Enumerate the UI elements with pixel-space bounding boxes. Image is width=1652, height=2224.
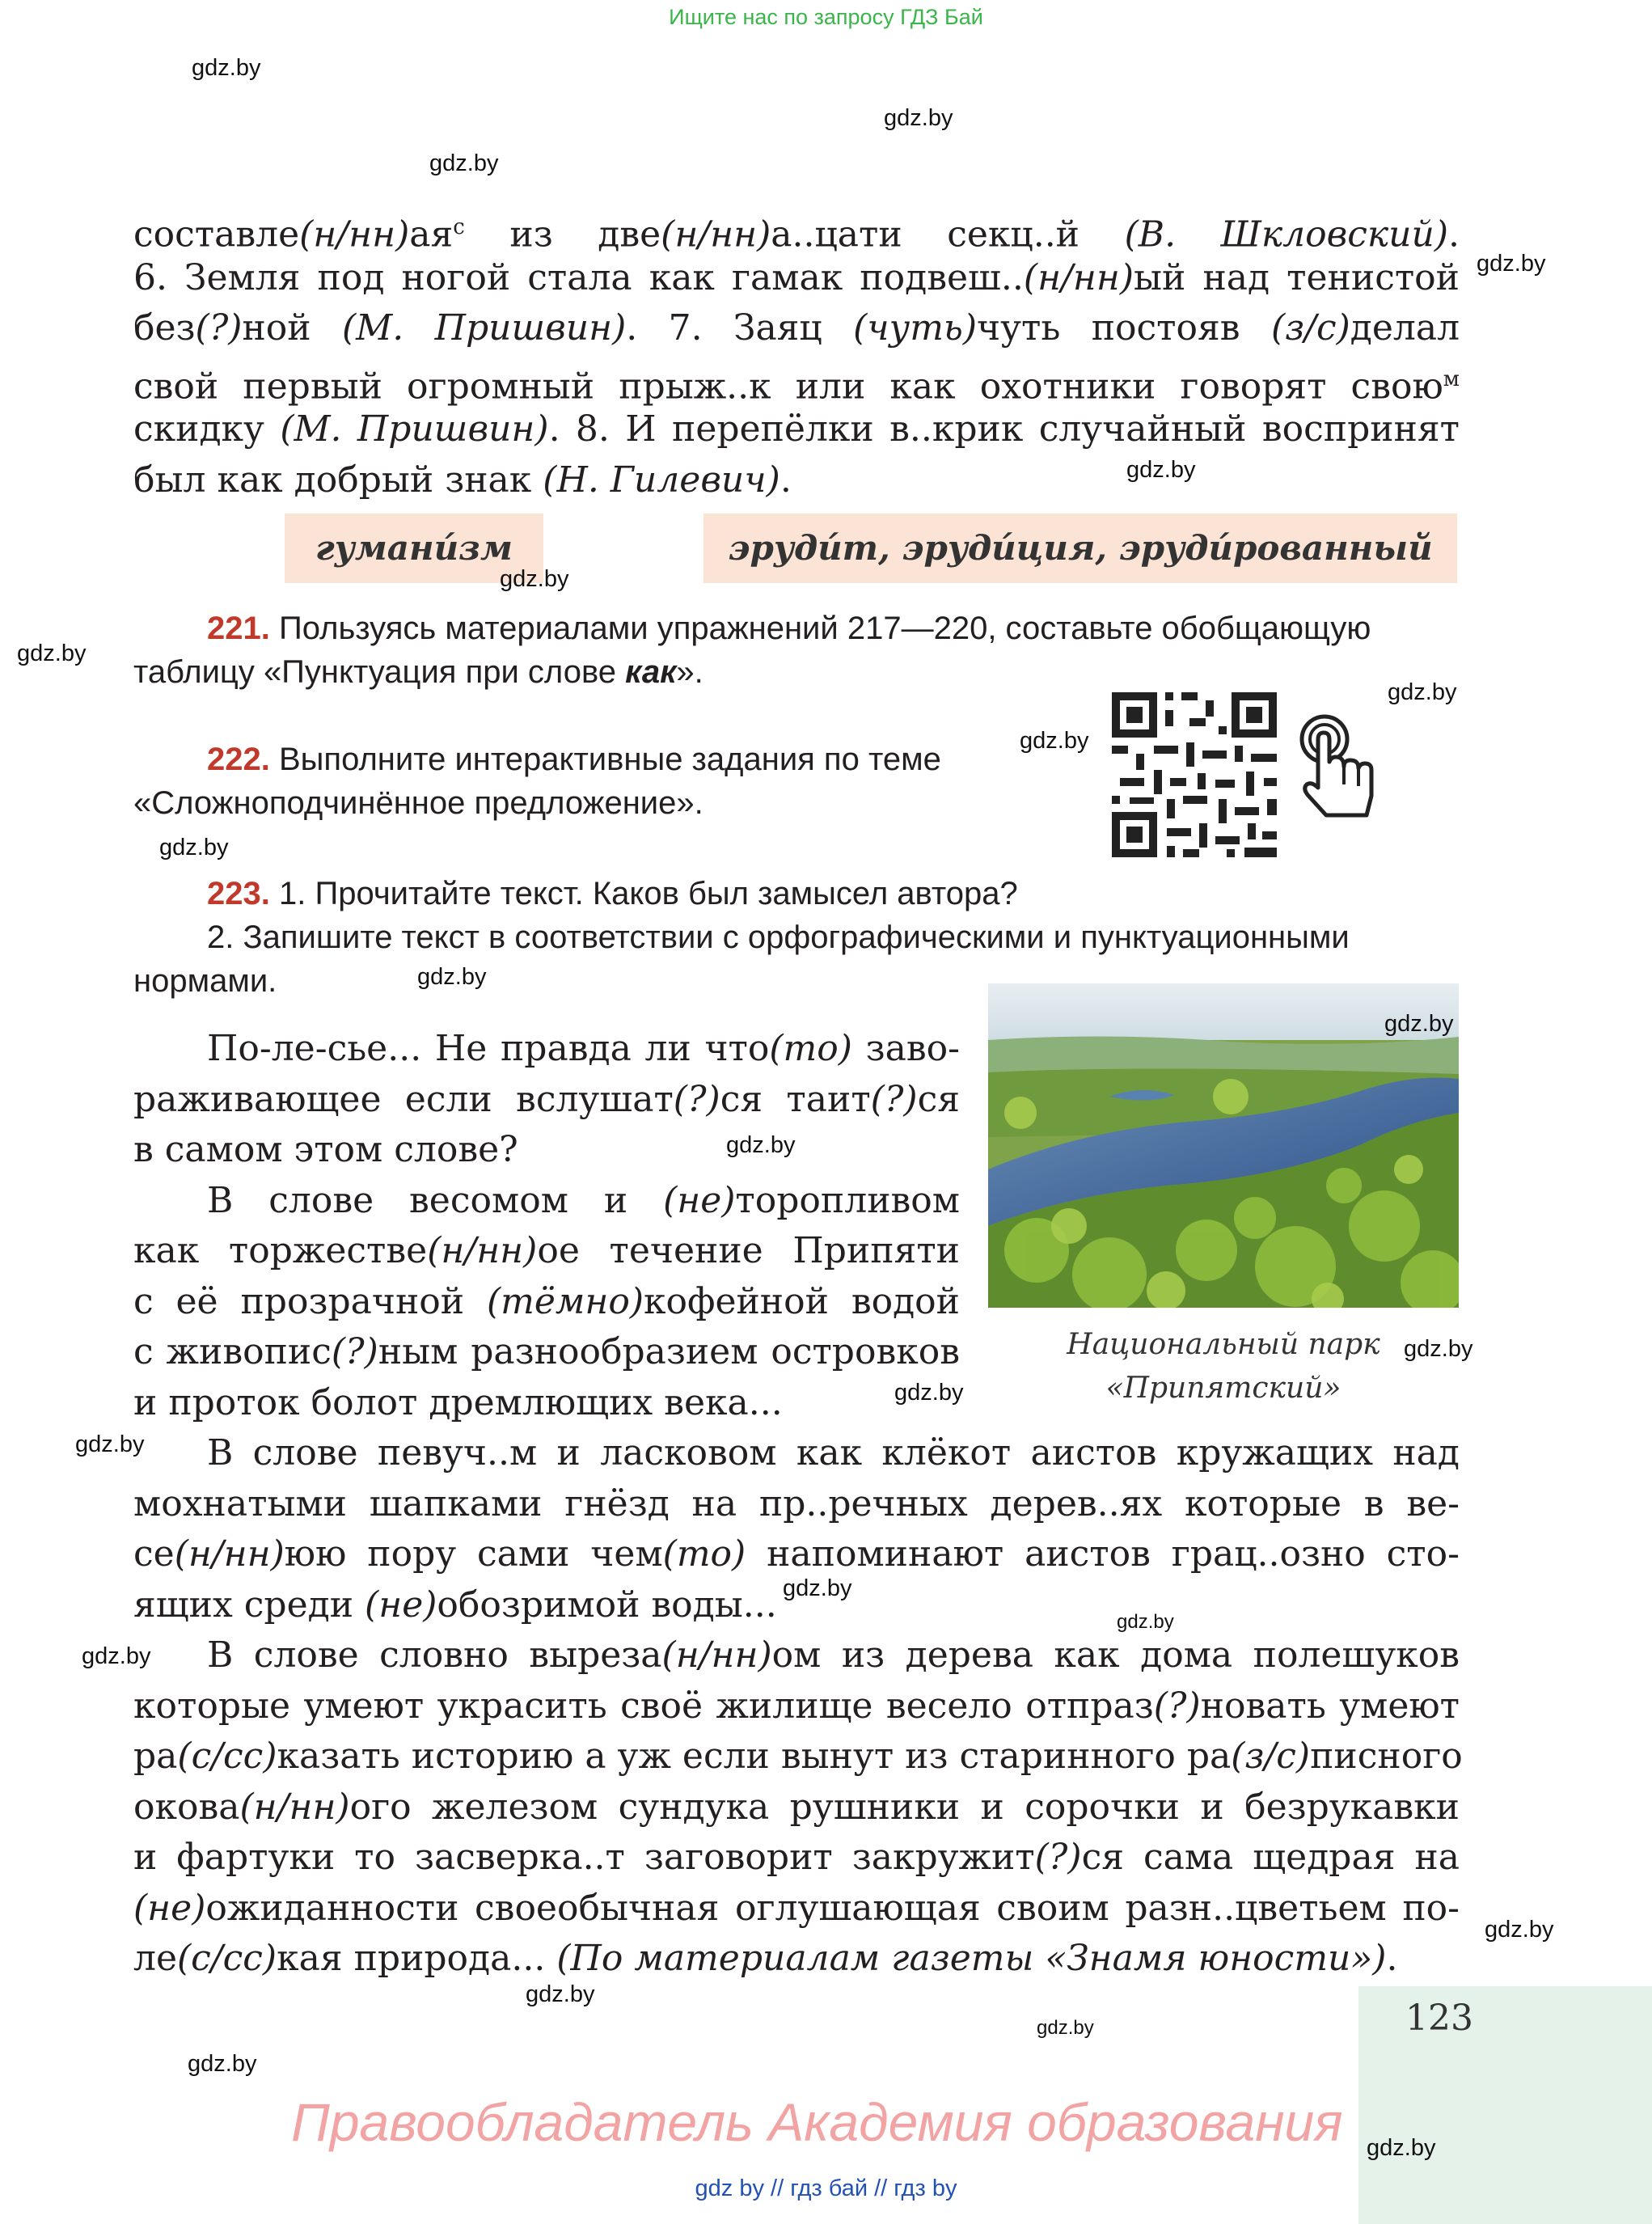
wide-line [133, 1529, 1460, 1580]
text-segment: чуть постояв [977, 307, 1271, 349]
narrow-line [207, 1024, 960, 1075]
intro-line [133, 303, 1460, 354]
narrow-line [133, 1075, 960, 1126]
text-segment: . 7. Заяц [626, 307, 854, 349]
text-segment: кая природа... [277, 1938, 557, 1979]
exercise-223-line1 [207, 872, 1018, 915]
exercise-223-number: 223. [207, 876, 270, 911]
text-segment: ого железом сундука рушники и сорочки и безрукавки [349, 1786, 1460, 1828]
watermark: gdz.by [726, 1132, 796, 1158]
exercise-221-number: 221. [207, 611, 270, 646]
text-segment: (н/нн) [661, 1634, 772, 1676]
text-segment: ом из дерева как дома полешуков [771, 1634, 1460, 1676]
watermark: gdz.by [82, 1643, 151, 1669]
text-segment: (В. Шкловский) [1124, 214, 1448, 256]
text-segment: мохнатыми шапками гнёзд на пр..речных дерев..ях которые в ве- [133, 1482, 1460, 1524]
vocab-word-humanism: гумани́зм [285, 514, 543, 583]
text-segment: казать историю а уж если вынут из старинного ра [277, 1736, 1232, 1777]
text-segment: без [133, 307, 196, 349]
text-segment: и фартуки то засверка..т заговорит закружит [133, 1837, 1035, 1878]
text-segment: напоминают аистов грац..озно сто- [746, 1533, 1460, 1575]
text-segment: раживающее если вслушат [133, 1078, 674, 1120]
narrow-line [133, 1378, 960, 1429]
text-segment: скидку [133, 408, 281, 450]
text-segment: из две [464, 214, 661, 256]
exercise-221-line1 [207, 607, 1371, 650]
exercise-223-task1: 1. Прочитайте текст. Каков был замысел автора? [278, 876, 1018, 911]
text-segment: обозримой воды... [437, 1583, 777, 1626]
text-segment: . 8. И перепёлки в..крик случайный воспринят [548, 408, 1460, 450]
watermark: gdz.by [188, 2051, 257, 2077]
text-segment: (?) [195, 307, 243, 349]
vocab-word-erudite: эруди́т, эруди́ция, эруди́рованный [703, 514, 1457, 583]
watermark: gdz.by [1485, 1917, 1554, 1943]
exercise-223-task2-line2: нормами. [133, 963, 277, 999]
text-segment: (н/нн) [1023, 256, 1134, 298]
text-segment: торопливом [735, 1179, 960, 1221]
watermark: gdz.by [17, 641, 87, 666]
text-segment: (н/нн) [661, 214, 771, 256]
text-segment: юю пору сами чем [284, 1533, 663, 1575]
exercise-221-text2: таблицу «Пунктуация при слове [133, 654, 626, 690]
text-segment: (н/нн) [427, 1230, 538, 1271]
text-segment: новать умеют [1200, 1685, 1460, 1727]
watermark: gdz.by [1117, 1611, 1174, 1633]
intro-line [133, 253, 1460, 304]
watermark: gdz.by [1037, 2017, 1094, 2039]
text-segment: ле [133, 1938, 177, 1979]
text-segment: (з/с) [1231, 1736, 1311, 1777]
intro-line [133, 455, 1460, 506]
footer-links[interactable]: gdz by // гдз бай // гдз by [695, 2175, 957, 2201]
wide-line [133, 1782, 1460, 1833]
text-segment: как торжестве [133, 1230, 428, 1271]
watermark: gdz.by [1388, 679, 1457, 705]
wide-line [133, 1479, 1460, 1530]
exercise-222-number: 222. [207, 742, 270, 777]
narrow-line [133, 1327, 960, 1378]
text-segment: с [453, 215, 465, 239]
exercise-221-text3: ». [676, 654, 703, 690]
text-segment: В слове словно выреза [207, 1634, 662, 1676]
text-segment: (чуть) [853, 307, 978, 349]
watermark: gdz.by [192, 55, 261, 81]
watermark: gdz.by [1367, 2135, 1436, 2161]
exercise-222-line2: «Сложноподчинённое предложение». [133, 785, 703, 821]
text-segment: (не) [663, 1179, 736, 1221]
watermark: gdz.by [417, 964, 487, 990]
text-segment: м [1443, 366, 1460, 391]
text-segment: . [1448, 214, 1460, 256]
text-segment: ая [409, 214, 454, 256]
text-segment: (тёмно) [486, 1280, 644, 1322]
wide-line [207, 1630, 1460, 1681]
exercise-221-line2 [133, 650, 703, 694]
text-segment: составле [133, 214, 300, 256]
text-segment: писного [1310, 1736, 1463, 1777]
watermark: gdz.by [429, 150, 499, 176]
text-segment: В слове певуч..м и ласковом как клёкот аистов кружащих над [207, 1432, 1460, 1474]
text-segment: окова [133, 1786, 240, 1828]
text-segment: делал [1350, 307, 1460, 349]
text-segment: ра [133, 1736, 178, 1777]
text-segment: и проток болот дремлющих века... [133, 1381, 783, 1423]
exercise-222-text: Выполните интерактивные задания по теме [278, 742, 941, 777]
text-segment: (?) [1034, 1837, 1082, 1878]
text-segment: ся сама щедрая на [1081, 1837, 1460, 1878]
text-segment: ся [917, 1078, 960, 1120]
wide-line [133, 1681, 1460, 1732]
text-segment: (?) [870, 1078, 918, 1120]
narrow-line [133, 1125, 960, 1176]
text-segment: (то) [662, 1533, 746, 1575]
watermark: gdz.by [1020, 728, 1089, 754]
photo-caption-line2: «Припятский» [1105, 1372, 1341, 1405]
text-segment: (?) [331, 1331, 378, 1372]
watermark: gdz.by [783, 1575, 852, 1601]
text-segment: ным разнообразием островков [378, 1331, 960, 1372]
page-number: 123 [1405, 1998, 1473, 2039]
text-segment: заво- [851, 1028, 960, 1069]
text-segment: ной [242, 307, 342, 349]
photo-caption-line1: Национальный парк [1067, 1328, 1380, 1361]
text-segment: кофейной водой [644, 1280, 960, 1322]
wide-line [207, 1428, 1460, 1479]
wide-line [133, 1884, 1460, 1934]
copyright-notice: Правообладатель Академия образования [291, 2092, 1343, 2152]
text-segment: . [780, 459, 792, 501]
text-segment: был как добрый знак [133, 459, 543, 501]
text-segment: . [1386, 1938, 1398, 1979]
exercise-221-text: Пользуясь материалами упражнений 217—220, составьте обобщающую [278, 611, 1371, 646]
text-segment: (М. Пришвин) [280, 408, 549, 450]
text-segment: 6. Земля под ногой стала как гамак подвеш.. [133, 256, 1024, 298]
exercise-223-task2-line1: 2. Запишите текст в соответствии с орфографическими и пунктуационными [207, 920, 1350, 955]
watermark: gdz.by [1126, 457, 1196, 483]
watermark: gdz.by [75, 1431, 145, 1457]
text-segment: а..цати секц..й [771, 214, 1125, 256]
text-segment: (н/нн) [239, 1786, 350, 1828]
hand-pointer-icon[interactable] [1294, 707, 1383, 820]
text-segment: В слове весомом и [207, 1179, 664, 1221]
watermark: gdz.by [526, 1981, 595, 2007]
text-segment: ое течение Припяти [537, 1230, 961, 1271]
watermark: gdz.by [1404, 1336, 1473, 1362]
exercise-221-bold-word: как [625, 654, 677, 690]
text-segment: (то) [769, 1028, 852, 1069]
text-segment: ся таит [720, 1078, 871, 1120]
text-segment: с её прозрачной [133, 1280, 487, 1322]
watermark: gdz.by [500, 566, 569, 592]
text-segment: (По материалам газеты «Знамя юности») [556, 1938, 1387, 1979]
text-segment: (М. Пришвин) [342, 307, 627, 349]
watermark: gdz.by [1384, 1011, 1454, 1037]
wide-line [133, 1934, 1460, 1985]
watermark: gdz.by [894, 1380, 964, 1406]
text-segment: в самом этом слове? [133, 1129, 518, 1170]
text-segment: ящих среди [133, 1583, 365, 1626]
qr-code[interactable] [1097, 678, 1291, 872]
text-segment: (с/сс) [177, 1938, 277, 1979]
text-segment: (не) [133, 1887, 206, 1929]
top-banner[interactable]: Ищите нас по запросу ГДЗ Бай [669, 5, 983, 29]
intro-line [133, 202, 1460, 260]
text-segment: (с/сс) [177, 1736, 277, 1777]
watermark: gdz.by [1477, 251, 1546, 277]
qr-code-icon [1097, 678, 1291, 872]
text-segment: (Н. Гилевич) [543, 459, 780, 501]
text-segment: се [133, 1533, 175, 1575]
intro-line [133, 404, 1460, 455]
text-segment: По-ле-сье... Не правда ли что [207, 1028, 770, 1069]
text-segment: ожиданности своеобычная оглушающая своим разн..цветьем по- [205, 1887, 1460, 1929]
text-segment: (з/с) [1270, 307, 1350, 349]
text-segment: (н/нн) [174, 1533, 285, 1575]
text-segment: свой первый огромный прыж..к или как охотники говорят свою [133, 366, 1443, 408]
narrow-line [133, 1277, 960, 1328]
text-segment: (не) [365, 1583, 437, 1626]
wide-line [133, 1731, 1463, 1782]
text-segment: (н/нн) [299, 214, 410, 256]
text-segment: которые умеют украсить своё жилище весело отпраз [133, 1685, 1154, 1727]
text-segment: ый над тенистой [1134, 256, 1460, 298]
narrow-line [133, 1226, 960, 1277]
watermark: gdz.by [884, 105, 953, 131]
intro-line [133, 354, 1460, 412]
text-segment: с живопис [133, 1331, 332, 1372]
wide-line [133, 1833, 1460, 1884]
text-segment: (?) [673, 1078, 720, 1120]
watermark: gdz.by [159, 835, 229, 860]
narrow-line [207, 1176, 960, 1227]
text-segment: (?) [1153, 1685, 1201, 1727]
exercise-222-line1 [207, 738, 941, 781]
